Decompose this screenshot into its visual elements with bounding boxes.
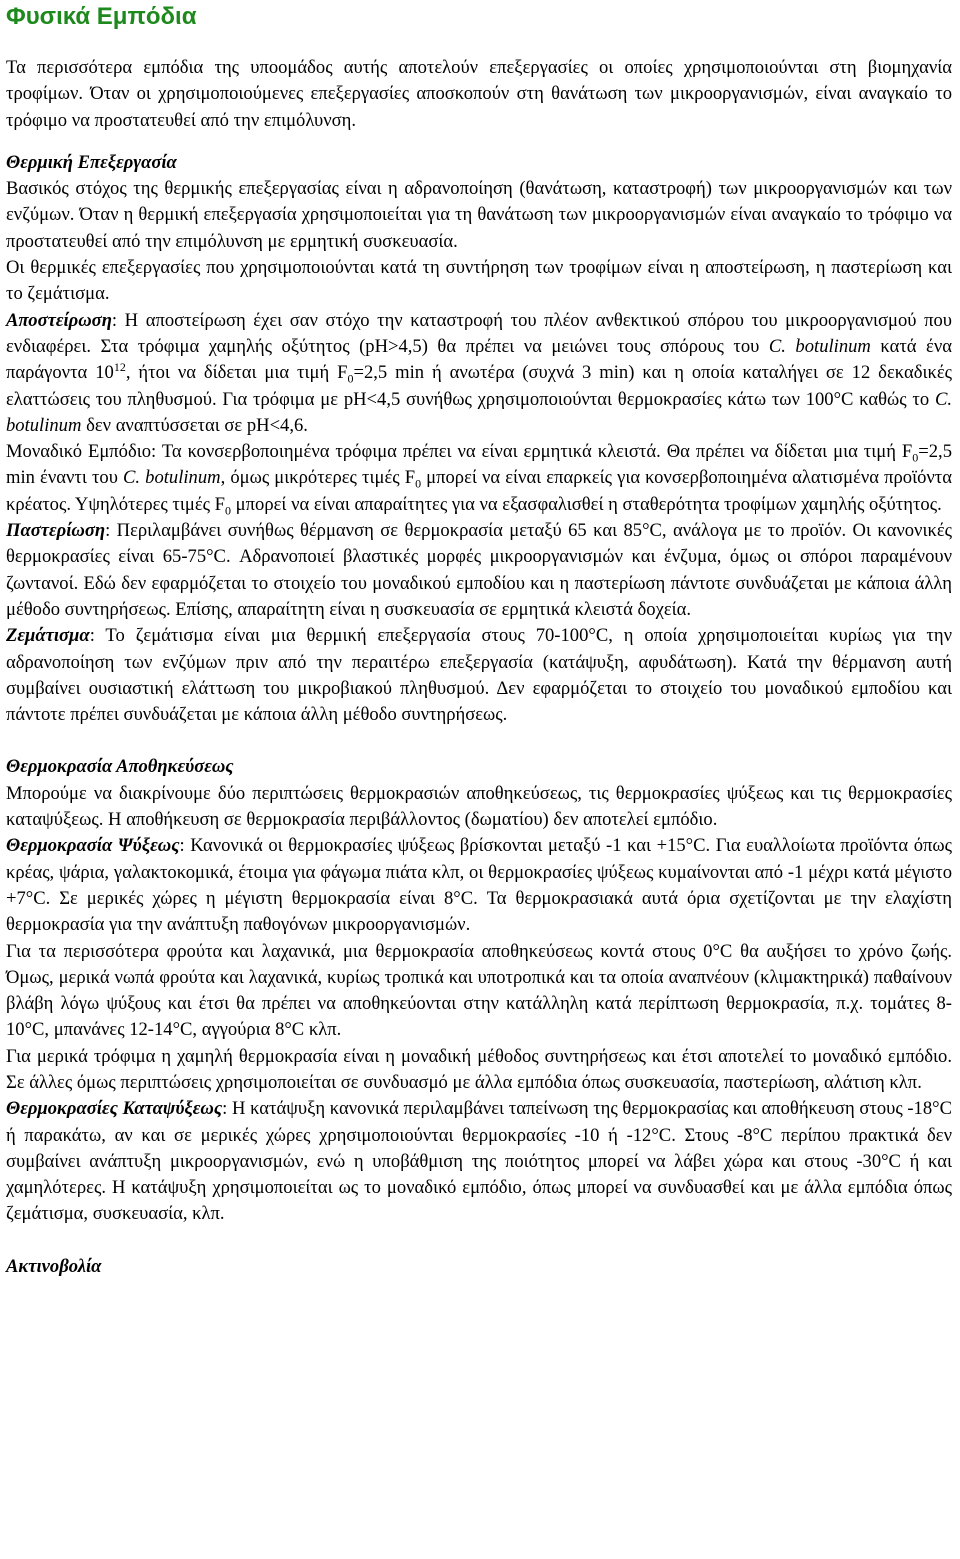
freezing-paragraph: Θερμοκρασίες Καταψύξεως: Η κατάψυξη κανονικά περιλαμβάνει ταπείνωση της θερμοκρασίας και αποθήκευση στους -18°C ή παρακάτω, αν και σε μερικές χώρες χρησιμοποιούνται θερμοκρασίες -10 ή -12°C. Στους -8°C περίπου πρακτικά δεν συμβαίνει ανάπτυξη μικροοργανισμών, ενώ η υποβάθμιση της ποιότητος μπορεί να λάβει χώρα και στους -30°C ή και χαμηλότερες. Η κατάψυξη χρησιμοποιείται ως το μοναδικό εμπόδιο, όπως μπορεί να συνδυασθεί και με άλλα εμπόδια όπως ζεμάτισμα, συσκευασία, κλπ. xyxy=(6,1098,952,1225)
pasteurization-label: Παστερίωση xyxy=(6,520,106,542)
blanching-paragraph: Ζεμάτισμα: Το ζεμάτισμα είναι μια θερμική επεξεργασία στους 70-100°C, η οποία χρησιμοποιείται κυρίως για την αδρανοποίηση των ενζύμων πριν από την περαιτέρω επεξεργασία (κατάψυξη, αφυδάτωση). Κατά την θέρμανση αυτή συμβαίνει ουσιαστική ελάττωση του μικροβιακού πληθυσμού. Δεν εφαρμόζεται το στοιχείο του μοναδικού εμποδίου και πάντοτε πρέπει συνδυάζεται με κάποια άλλη μέθοδο συντηρήσεως. xyxy=(6,625,952,726)
organism-name: C. botulinum xyxy=(768,335,871,357)
cooling-label: Θερμοκρασία Ψύξεως xyxy=(6,835,180,857)
sterilization-paragraph: Αποστείρωση: Η αποστείρωση έχει σαν στόχο την καταστροφή του πλέον ανθεκτικού σπόρου του μικροοργανισμού που ενδιαφέρει. Στα τρόφιμα χαμηλής οξύτητος (pH>4,5) θα πρέπει να μειώνει τους σπόρους του C. botulinum κατά ένα παράγοντα $10^{12}$, ήτοι να δίδεται μια τιμή $F_0=2,5$ min ή ανωτέρα (συχνά 3 min) και η οποία καταλήγει σε 12 δεκαδικές ελαττώσεις του πληθυσμού. Για τρόφιμα με pH<4,5 συνήθως χρησιμοποιούνται θερμοκρασίες κάτω των 100°C καθώς το C. botulinum δεν αναπτύσσεται σε pH<4,6. xyxy=(6,309,953,436)
thermal-paragraph-2: Οι θερμικές επεξεργασίες που χρησιμοποιούνται κατά τη συντήρηση των τροφίμων είναι η αποστείρωση, η παστερίωση και το ζεμάτισμα. xyxy=(6,257,952,305)
storage-paragraph-1: Μπορούμε να διακρίνουμε δύο περιπτώσεις θερμοκρασιών αποθηκεύσεως, τις θερμοκρασίες ψύξεως και τις θερμοκρασίες καταψύξεως. Η αποθήκευση σε θερμοκρασία περιβάλλοντος (δωματίου) δεν αποτελεί εμπόδιο. xyxy=(6,782,952,831)
blanching-label: Ζεμάτισμα xyxy=(6,625,90,647)
freezing-label: Θερμοκρασίες Καταψύξεως xyxy=(6,1098,223,1120)
storage-heading: Θερμοκρασία Αποθηκεύσεως xyxy=(6,756,234,778)
intro-paragraph: Τα περισσότερα εμπόδια της υποομάδος αυτής αποτελούν επεξεργασίες οι οποίες χρησιμοποιούνται στη βιομηχανία τροφίμων. Όταν οι χρησιμοποιούμενες επεξεργασίες αποσκοπούν στη θανάτωση των μικροοργανισμών, είναι αναγκαίο το τρόφιμο να προστατευθεί από την επιμόλυνση. xyxy=(6,57,952,131)
page-title: Φυσικά Εμπόδια xyxy=(6,3,197,30)
cooling-paragraph: Θερμοκρασία Ψύξεως: Κανονικά οι θερμοκρασίες ψύξεως βρίσκονται μεταξύ -1 και +15°C. Για ευαλλοίωτα προϊόντα όπως κρέας, ψάρια, γαλακτοκομικά, έτοιμα για φάγωμα πιάτα κλπ, οι θερμοκρασίες ψύξεως κυμαίνονται από -1 μέχρι κατά μέγιστο +7°C. Σε μερικές χώρες η μέγιστη θερμοκρασία είναι 8°C. Τα θερμοκρασιακά αυτά όρια σχετίζονται με την ελαχίστη θερμοκρασία για την ανάπτυξη παθογόνων μικροοργανισμών. xyxy=(6,835,952,936)
radiation-heading: Ακτινοβολία xyxy=(6,1255,102,1277)
pasteurization-paragraph: Παστερίωση: Περιλαμβάνει συνήθως θέρμανση σε θερμοκρασία μεταξύ 65 και 85°C, ανάλογα με το προϊόν. Οι κανονικές θερμοκρασίες είναι 65-75°C. Αδρανοποιεί βλαστικές μορφές μικροοργανισμών και ένζυμα, όμως οι σπόροι παραμένουν ζωντανοί. Εδώ δεν εφαρμόζεται το στοιχείο του μοναδικού εμποδίου και η παστερίωση πάντοτε συνδυάζεται με κάποια άλλη μέθοδο συντηρήσεως. Επίσης, απαραίτητη είναι η συσκευασία σε ερμητικά κλειστά δοχεία. xyxy=(6,520,952,620)
thermal-paragraph-1: Βασικός στόχος της θερμικής επεξεργασίας είναι η αδρανοποίηση (θανάτωση, καταστροφή) των μικροοργανισμών και των ενζύμων. Όταν η θερμική επεξεργασία χρησιμοποιείται για τη θανάτωση των μικροοργανισμών είναι αναγκαίο το τρόφιμο να προστατευθεί από την επιμόλυνση με ερμητική συσκευασία. xyxy=(6,178,952,252)
organism-name: C. botulinum xyxy=(123,467,221,489)
storage-paragraph-3: Για μερικά τρόφιμα η χαμηλή θερμοκρασία είναι η μοναδική μέθοδος συντηρήσεως και έτσι αποτελεί το μοναδικό εμπόδιο. Σε άλλες όμως περιπτώσεις χρησιμοποιείται σε συνδυασμό με άλλα εμπόδια όπως συσκευασία, παστερίωση, αλάτιση κλπ. xyxy=(6,1045,952,1093)
organism-name: C. botulinum xyxy=(6,388,952,436)
storage-paragraph-2: Για τα περισσότερα φρούτα και λαχανικά, μια θερμοκρασία αποθηκεύσεως κοντά στους 0°C θα αυξήσει το χρόνο ζωής. Όμως, μερικά νωπά φρούτα και λαχανικά, κυρίως τροπικά και υποτροπικά και τα οποία αναπνέουν (κλιμακτηρικά) παθαίνουν βλάβη λόγω ψύξους και έτσι θα πρέπει να αποθηκεύονται στην κατάλληλη κατά περίπτωση θερμοκρασία, π.χ. τομάτες 8-10°C, μπανάνες 12-14°C, αγγούρια 8°C κλπ. xyxy=(6,940,952,1041)
thermal-heading: Θερμική Επεξεργασία xyxy=(6,151,177,173)
single-hurdle-paragraph: Μοναδικό Εμπόδιο: Τα κονσερβοποιημένα τρόφιμα πρέπει να είναι ερμητικά κλειστά. Θα πρέπει να δίδεται μια τιμή $F_0=2,5$ min έναντι του C. botulinum, όμως μικρότερες τιμές $F_0$ μπορεί να είναι επαρκείς για κονσερβοποιημένα αλατισμένα προϊόντα κρέατος. Υψηλότερες τιμές $F_0$ μπορεί να είναι απαραίτητες για να εξασφαλισθεί η σταθερότητα τροφίμων χαμηλής οξύτητος. xyxy=(6,441,953,518)
sterilization-label: Αποστείρωση xyxy=(6,309,112,331)
